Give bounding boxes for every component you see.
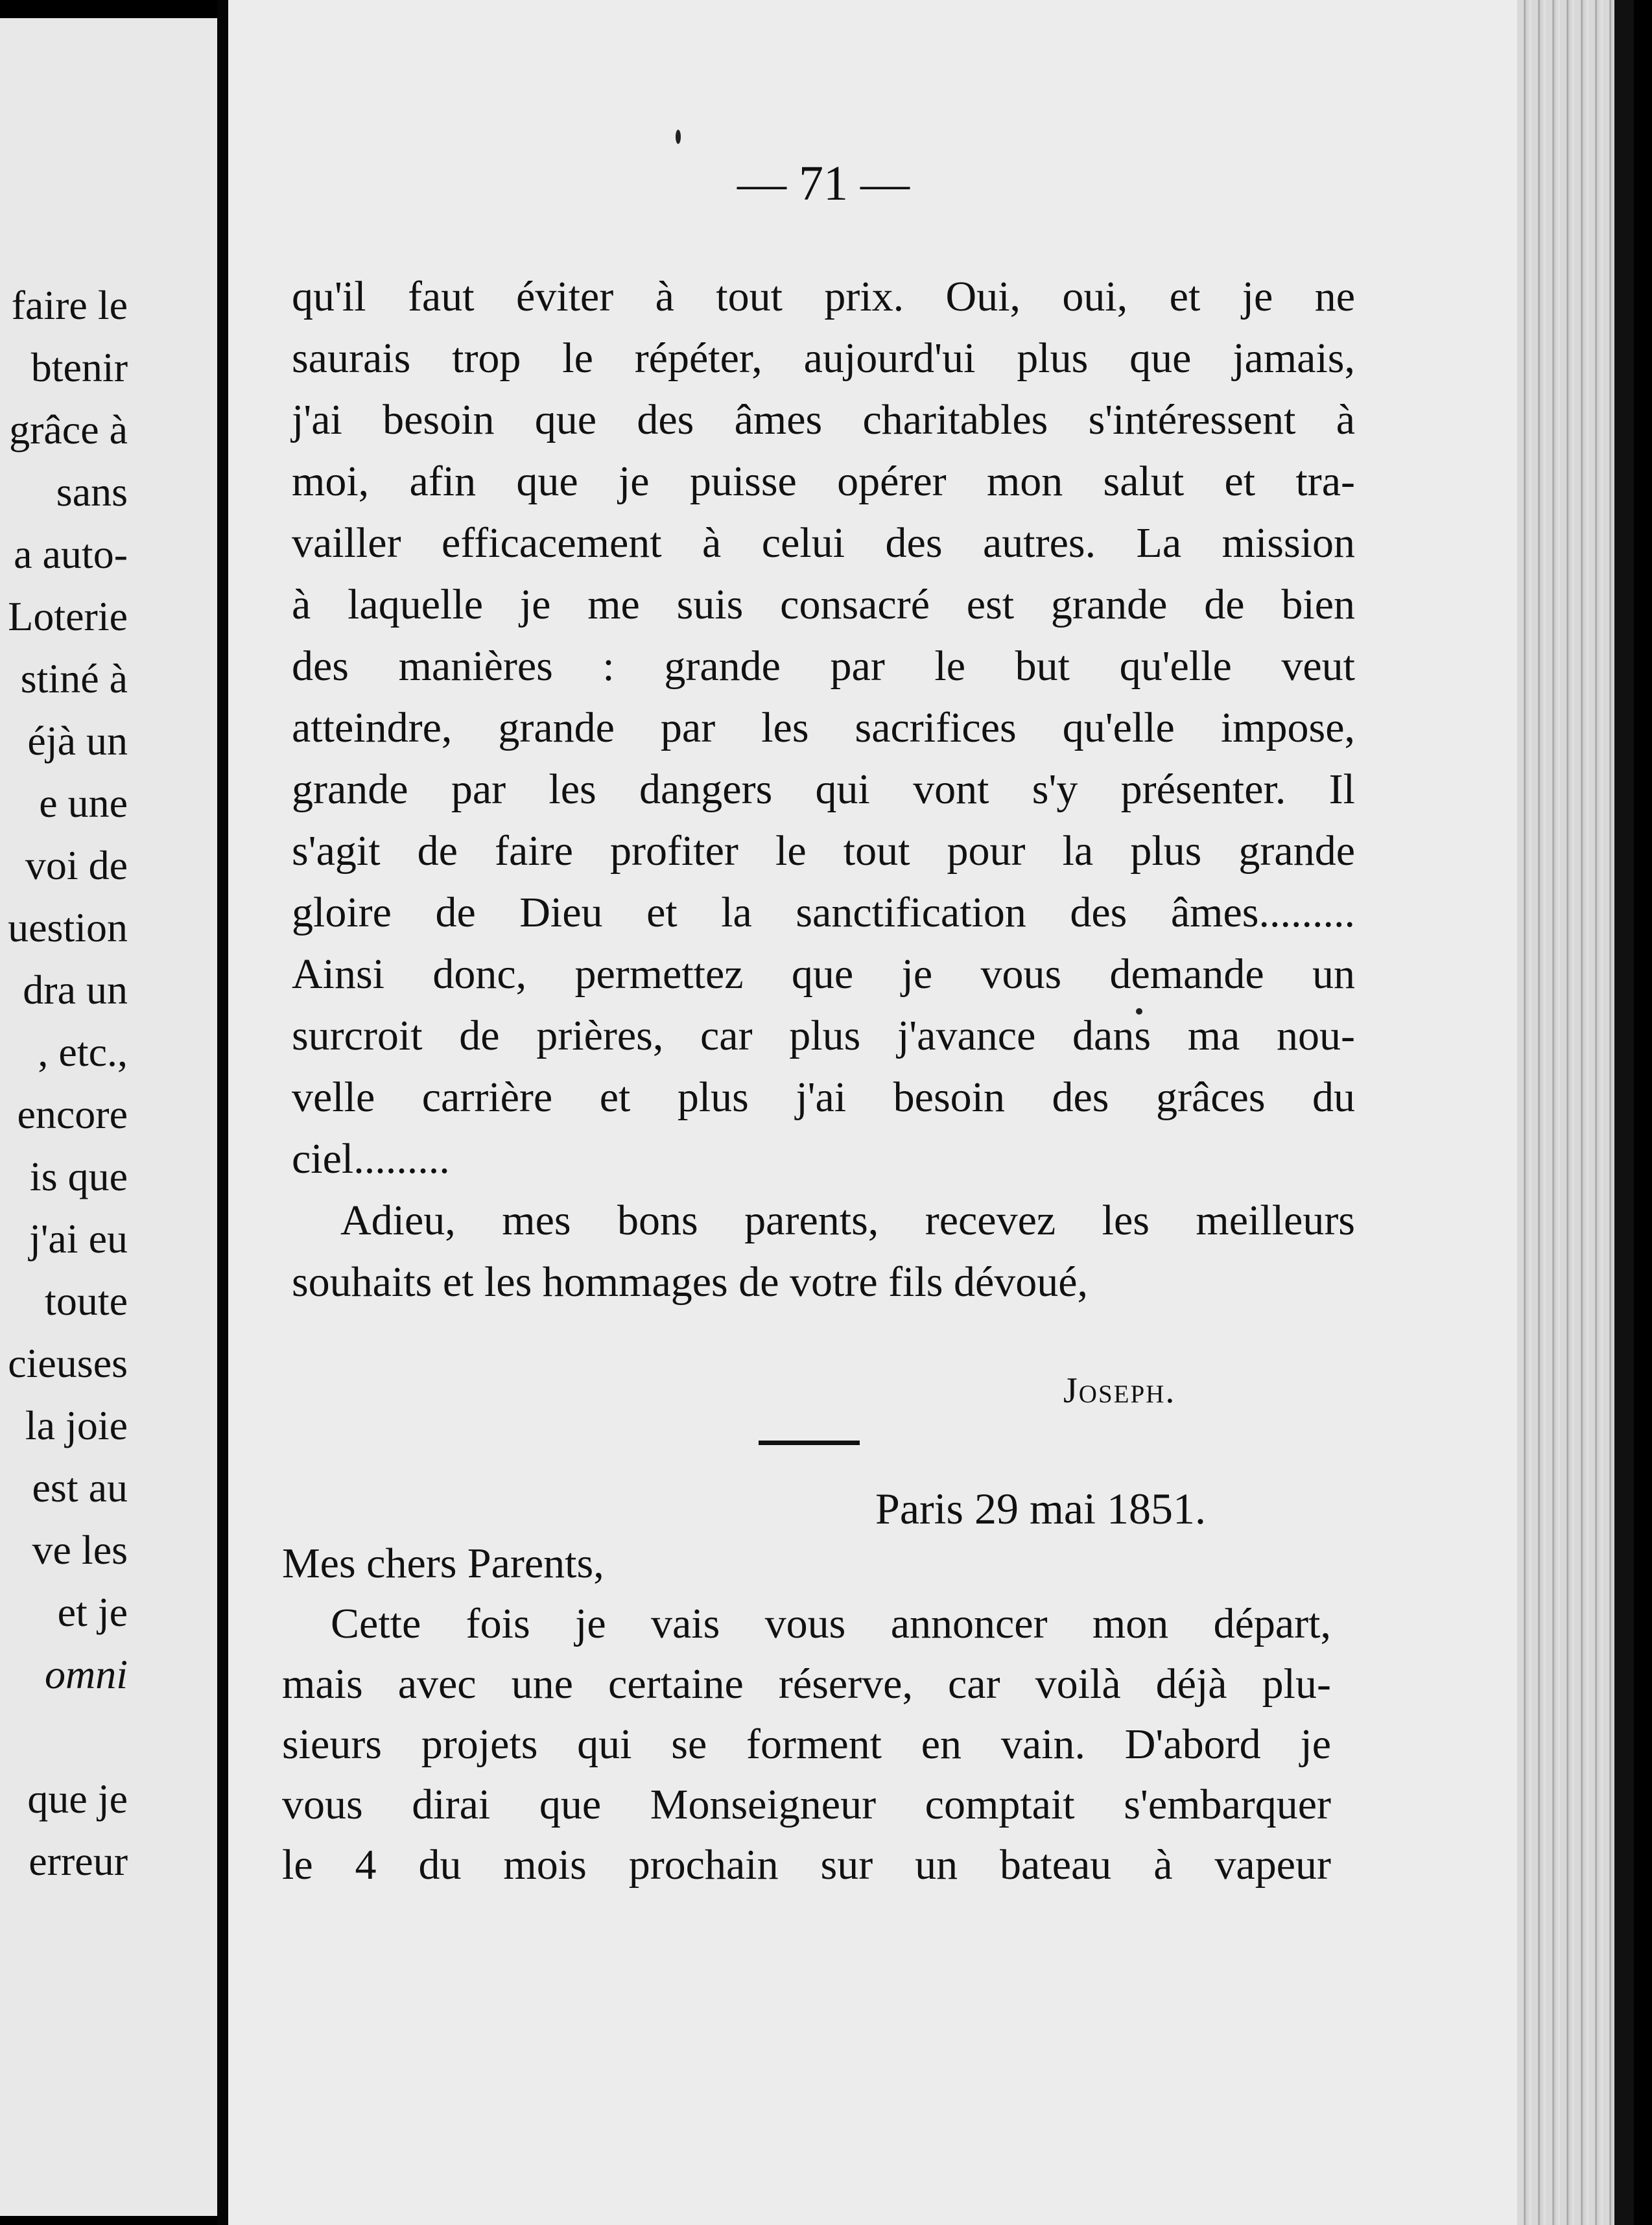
left-fragment: is que — [29, 1153, 128, 1199]
text-line: saurais trop le répéter, aujourd'ui plus que jamais, — [292, 335, 1355, 382]
text-line: souhaits et les hommages de votre fils dévoué, — [292, 1258, 1089, 1306]
text-line: atteindre, grande par les sacrifices qu'elle impose, — [292, 704, 1355, 751]
text-line: grande par les dangers qui vont s'y présenter. Il — [292, 766, 1355, 813]
text-line: sieurs projets qui se forment en vain. D'abord je — [282, 1721, 1331, 1768]
text-line: ciel......... — [292, 1135, 450, 1183]
salutation: Mes chers Parents, — [282, 1540, 604, 1587]
text-line: j'ai besoin que des âmes charitables s'intéressent à — [292, 396, 1355, 443]
page-edges — [1517, 0, 1634, 2225]
left-fragment: encore — [17, 1091, 128, 1137]
left-fragment: grâce à — [9, 406, 128, 453]
dateline: Paris 29 mai 1851. — [875, 1484, 1206, 1533]
left-fragment: faire le — [11, 282, 128, 328]
text-line: velle carrière et plus j'ai besoin des grâces du — [292, 1074, 1355, 1121]
speck — [676, 130, 681, 144]
left-page-text-fragments — [8, 274, 128, 1892]
text-line: des manières : grande par le but qu'elle veut — [292, 642, 1355, 690]
left-fragment: erreur — [29, 1838, 128, 1884]
left-fragment: cieuses — [8, 1340, 128, 1386]
left-fragment: a auto- — [14, 531, 128, 577]
left-fragment: stiné à — [20, 655, 128, 701]
scan-border — [1614, 0, 1634, 2225]
left-page — [0, 18, 217, 2216]
page-number: — 71 — — [737, 156, 910, 211]
text-line: Ainsi donc, permettez que je vous demande un — [292, 950, 1355, 998]
text-line: qu'il faut éviter à tout prix. Oui, oui, et je ne — [292, 273, 1355, 320]
left-fragment: uestion — [8, 904, 128, 950]
text-line: mais avec une certaine réserve, car voilà déjà plu- — [282, 1660, 1331, 1708]
left-fragment: que je — [27, 1776, 128, 1822]
left-fragment: Loterie — [8, 593, 128, 639]
left-fragment: éjà un — [27, 718, 128, 764]
left-fragment: voi de — [25, 842, 128, 888]
text-line: surcroit de prières, car plus j'avance dans ma nou- — [292, 1012, 1355, 1059]
text-line: Adieu, mes bons parents, recevez les meilleurs — [340, 1197, 1355, 1244]
text-line: vailler efficacement à celui des autres. La mission — [292, 519, 1355, 567]
left-fragment: , etc., — [38, 1029, 128, 1075]
left-fragment: dra un — [23, 967, 128, 1013]
left-fragment-blank — [8, 1706, 128, 1768]
text-line: Cette fois je vais vous annoncer mon départ, — [331, 1600, 1331, 1647]
left-fragment: toute — [45, 1278, 128, 1324]
left-fragment: j'ai eu — [29, 1216, 128, 1262]
book-gutter — [217, 0, 229, 2225]
left-fragment-italic: omni — [45, 1651, 128, 1697]
text-line: gloire de Dieu et la sanctification des âmes......... — [292, 889, 1355, 936]
left-fragment: est au — [32, 1465, 128, 1511]
text-line: à laquelle je me suis consacré est grande de bien — [292, 581, 1355, 628]
left-fragment: et je — [57, 1589, 128, 1635]
text-line: s'agit de faire profiter le tout pour la plus grande — [292, 827, 1355, 875]
letter-2 — [282, 1533, 1331, 1895]
left-fragment: la joie — [25, 1402, 128, 1448]
section-divider — [759, 1441, 860, 1445]
paragraph-1 — [292, 266, 1355, 1313]
left-fragment: e une — [39, 780, 128, 826]
signature: Joseph. — [1063, 1371, 1176, 1411]
text-line: vous dirai que Monseigneur comptait s'embarquer — [282, 1781, 1331, 1828]
text-line: le 4 du mois prochain sur un bateau à vapeur — [282, 1841, 1331, 1889]
left-fragment: btenir — [30, 344, 128, 390]
text-line: moi, afin que je puisse opérer mon salut et tra- — [292, 458, 1355, 505]
left-fragment: ve les — [32, 1527, 128, 1573]
left-fragment: sans — [56, 469, 128, 515]
